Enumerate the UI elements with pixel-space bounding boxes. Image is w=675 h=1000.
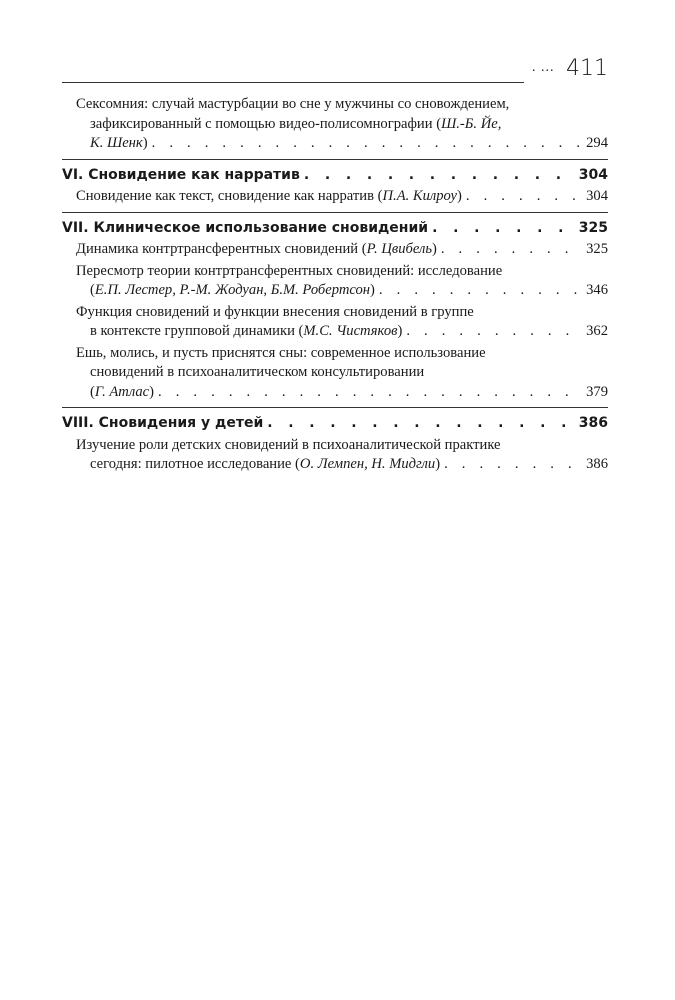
toc-section-heading[interactable] <box>62 414 608 434</box>
toc-page-number: 325 <box>586 241 608 257</box>
toc-entry-line: сновидений в психоаналитическом консультировании <box>90 364 425 380</box>
toc-entry[interactable] <box>62 436 608 475</box>
toc-page-number: 362 <box>586 323 608 339</box>
dot-leader <box>444 455 582 475</box>
toc-entry-author: М.С. Чистяков <box>303 323 398 339</box>
toc-page-number: 386 <box>578 415 608 431</box>
section-divider <box>62 159 608 160</box>
toc-entry-line: Сексомния: случай мастурбации во сне у мужчины со сновождением, <box>76 96 510 112</box>
toc-section-title: VIII. Сновидения у детей <box>62 415 264 431</box>
toc-entry-author: П.А. Килроу <box>382 188 458 204</box>
toc-entry-author: Г. Атлас <box>94 383 150 400</box>
toc-entry[interactable] <box>62 240 608 260</box>
toc-section-heading[interactable] <box>62 166 608 186</box>
toc-entry-line: К. Шенк) . . . 294 <box>76 134 608 154</box>
toc-section-title: VI. Сновидение как нарратив <box>62 166 300 183</box>
toc-entry-line: сегодня: пилотное исследование (О. Лемпен, Н. Мидгли) . . . 386 <box>76 455 608 475</box>
dot-leader <box>158 383 582 403</box>
table-of-contents <box>62 95 608 477</box>
toc-section-heading[interactable] <box>62 219 608 239</box>
section-divider <box>62 212 608 213</box>
dot-leader <box>304 166 575 186</box>
dot-leader <box>267 414 575 434</box>
toc-page-number: 386 <box>586 456 608 472</box>
toc-entry[interactable] <box>62 262 608 301</box>
dot-leader <box>432 219 575 239</box>
toc-entry-line: Функция сновидений и функции внесения сновидений в группе <box>76 303 474 320</box>
toc-entry-author: Е.П. Лестер, Р.-М. Жодуан, Б.М. Робертсон <box>94 282 371 298</box>
header-dots: . ... <box>532 60 555 75</box>
toc-entry[interactable] <box>62 344 608 403</box>
toc-page-number: 304 <box>578 166 608 183</box>
toc-entry-author: Р. Цвибель <box>366 241 432 257</box>
section-divider <box>62 407 608 408</box>
toc-page-number: 346 <box>586 282 608 298</box>
toc-page-number: 304 <box>586 188 608 204</box>
dot-leader <box>441 240 582 260</box>
toc-entry-author: О. Лемпен, Н. Мидгли <box>299 456 436 472</box>
toc-entry-author: Ш.-Б. Йе, <box>441 115 502 132</box>
toc-entry-line: Ешь, молись, и пусть приснятся сны: современное использование <box>76 344 486 361</box>
dot-leader <box>466 187 582 207</box>
toc-entry-line: Динамика контртрансферентных сновидений (Р. Цвибель) . . . 325 <box>76 240 608 260</box>
toc-entry-line: зафиксированный с помощью видео-полисомнографии (Ш.-Б. Йе, <box>90 115 502 132</box>
page-number: 411 <box>566 56 608 81</box>
toc-entry-line: Сновидение как текст, сновидение как нарратив (П.А. Килроу) . . . 304 <box>76 187 608 207</box>
toc-page-number: 325 <box>578 219 608 236</box>
toc-entry-line: (Е.П. Лестер, Р.-М. Жодуан, Б.М. Робертсон) . . . 346 <box>76 281 608 301</box>
toc-entry[interactable] <box>62 303 608 342</box>
header-rule <box>62 82 524 83</box>
toc-section-title: VII. Клиническое использование сновидений <box>62 219 429 236</box>
toc-entry-line: в контексте групповой динамики (М.С. Чистяков) . . . 362 <box>76 322 608 342</box>
dot-leader <box>379 281 582 301</box>
dot-leader <box>406 322 582 342</box>
toc-entry-author: К. Шенк <box>90 135 143 151</box>
toc-entry-line: Пересмотр теории контртрансферентных сновидений: исследование <box>76 262 503 279</box>
toc-entry-line: Изучение роли детских сновидений в психоаналитической практике <box>76 436 501 453</box>
dot-leader <box>152 134 582 154</box>
toc-page-number: 294 <box>586 135 608 151</box>
toc-entry[interactable] <box>62 95 608 154</box>
toc-entry-line: (Г. Атлас) . . . 379 <box>76 383 608 403</box>
toc-page-number: 379 <box>586 383 608 400</box>
toc-entry[interactable] <box>62 187 608 207</box>
